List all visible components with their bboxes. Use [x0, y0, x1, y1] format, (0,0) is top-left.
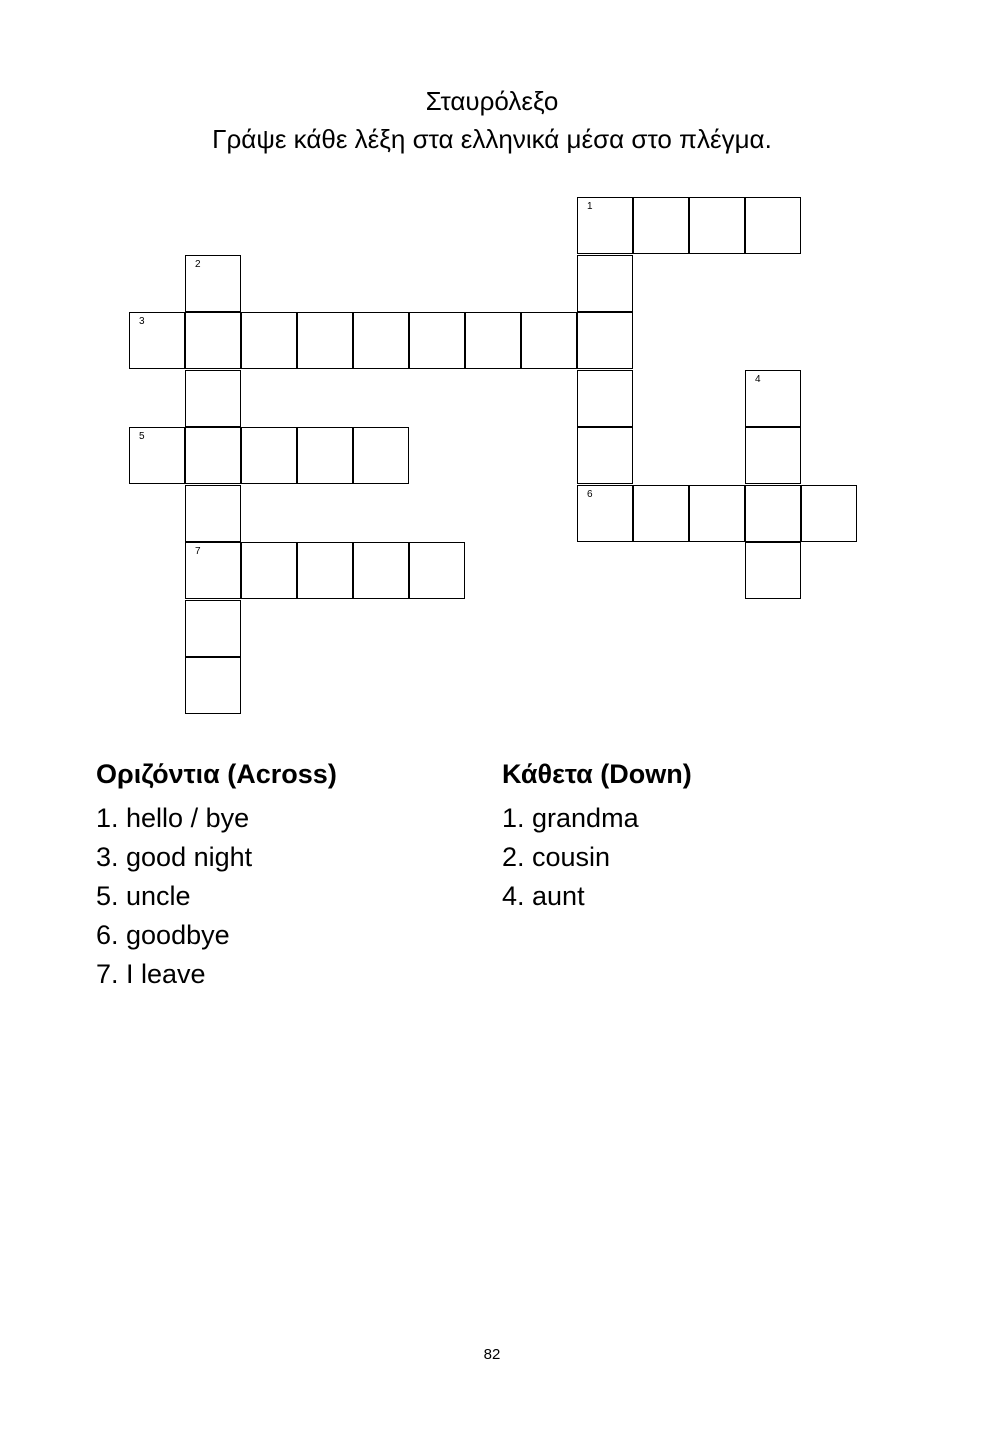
crossword-cell[interactable] — [185, 600, 241, 657]
crossword-cell[interactable] — [241, 427, 297, 484]
crossword-cell[interactable] — [353, 542, 409, 599]
crossword-cell[interactable] — [577, 485, 633, 542]
crossword-cell[interactable] — [297, 542, 353, 599]
crossword-cell[interactable] — [241, 312, 297, 369]
crossword-cell[interactable] — [353, 312, 409, 369]
across-heading: Οριζόντια (Across) — [96, 759, 337, 789]
crossword-cell[interactable] — [185, 370, 241, 427]
crossword-cell[interactable] — [745, 485, 801, 542]
crossword-cell[interactable] — [689, 197, 745, 254]
crossword-cell[interactable] — [745, 197, 801, 254]
crossword-cell[interactable] — [577, 312, 633, 369]
down-heading: Κάθετα (Down) — [502, 759, 692, 789]
crossword-cell[interactable] — [745, 542, 801, 599]
crossword-cell[interactable] — [297, 312, 353, 369]
down-clue: 2. cousin — [502, 842, 611, 872]
across-clue: 3. good night — [96, 842, 253, 872]
instructions: Γράψε κάθε λέξη στα ελληνικά μέσα στο πλέγμα. — [212, 124, 772, 154]
across-clue: 6. goodbye — [96, 920, 230, 950]
crossword-cell[interactable] — [577, 427, 633, 484]
clue-number: 6 — [587, 488, 593, 500]
clue-number: 2 — [195, 258, 201, 270]
crossword-cell[interactable] — [745, 427, 801, 484]
crossword-cell[interactable] — [577, 255, 633, 312]
crossword-cell[interactable] — [185, 312, 241, 369]
crossword-cell[interactable] — [185, 542, 241, 599]
across-clue: 5. uncle — [96, 881, 191, 911]
clue-number: 7 — [195, 546, 201, 557]
crossword-cell[interactable] — [521, 312, 577, 369]
crossword-cell[interactable] — [353, 427, 409, 484]
crossword-cell[interactable] — [129, 312, 185, 369]
down-clue: 4. aunt — [502, 881, 585, 911]
clue-number: 1 — [587, 201, 593, 212]
across-clue: 7. I leave — [96, 959, 206, 989]
clue-number: 4 — [755, 373, 761, 385]
across-clues — [96, 755, 337, 994]
clue-number: 5 — [139, 431, 145, 442]
crossword-cell[interactable] — [241, 542, 297, 599]
crossword-cell[interactable] — [185, 657, 241, 714]
down-clues — [502, 755, 692, 916]
page-title: Σταυρόλεξο — [425, 86, 559, 116]
crossword-cell[interactable] — [801, 485, 857, 542]
crossword-cell[interactable] — [185, 427, 241, 484]
down-clue: 1. grandma — [502, 803, 639, 833]
crossword-cell[interactable] — [745, 370, 801, 427]
crossword-cell[interactable] — [577, 197, 633, 254]
crossword-cell[interactable] — [689, 485, 745, 542]
clue-number: 3 — [139, 316, 145, 327]
across-clue: 1. hello / bye — [96, 803, 250, 833]
crossword-cell[interactable] — [409, 312, 465, 369]
crossword-cell[interactable] — [633, 485, 689, 542]
crossword-cell[interactable] — [129, 427, 185, 484]
crossword-cell[interactable] — [297, 427, 353, 484]
crossword-cell[interactable] — [633, 197, 689, 254]
crossword-cell[interactable] — [185, 485, 241, 542]
page-number: 82 — [483, 1346, 501, 1363]
crossword-cell[interactable] — [577, 370, 633, 427]
crossword-cell[interactable] — [409, 542, 465, 599]
crossword-cell[interactable] — [465, 312, 521, 369]
crossword-cell[interactable] — [185, 255, 241, 312]
